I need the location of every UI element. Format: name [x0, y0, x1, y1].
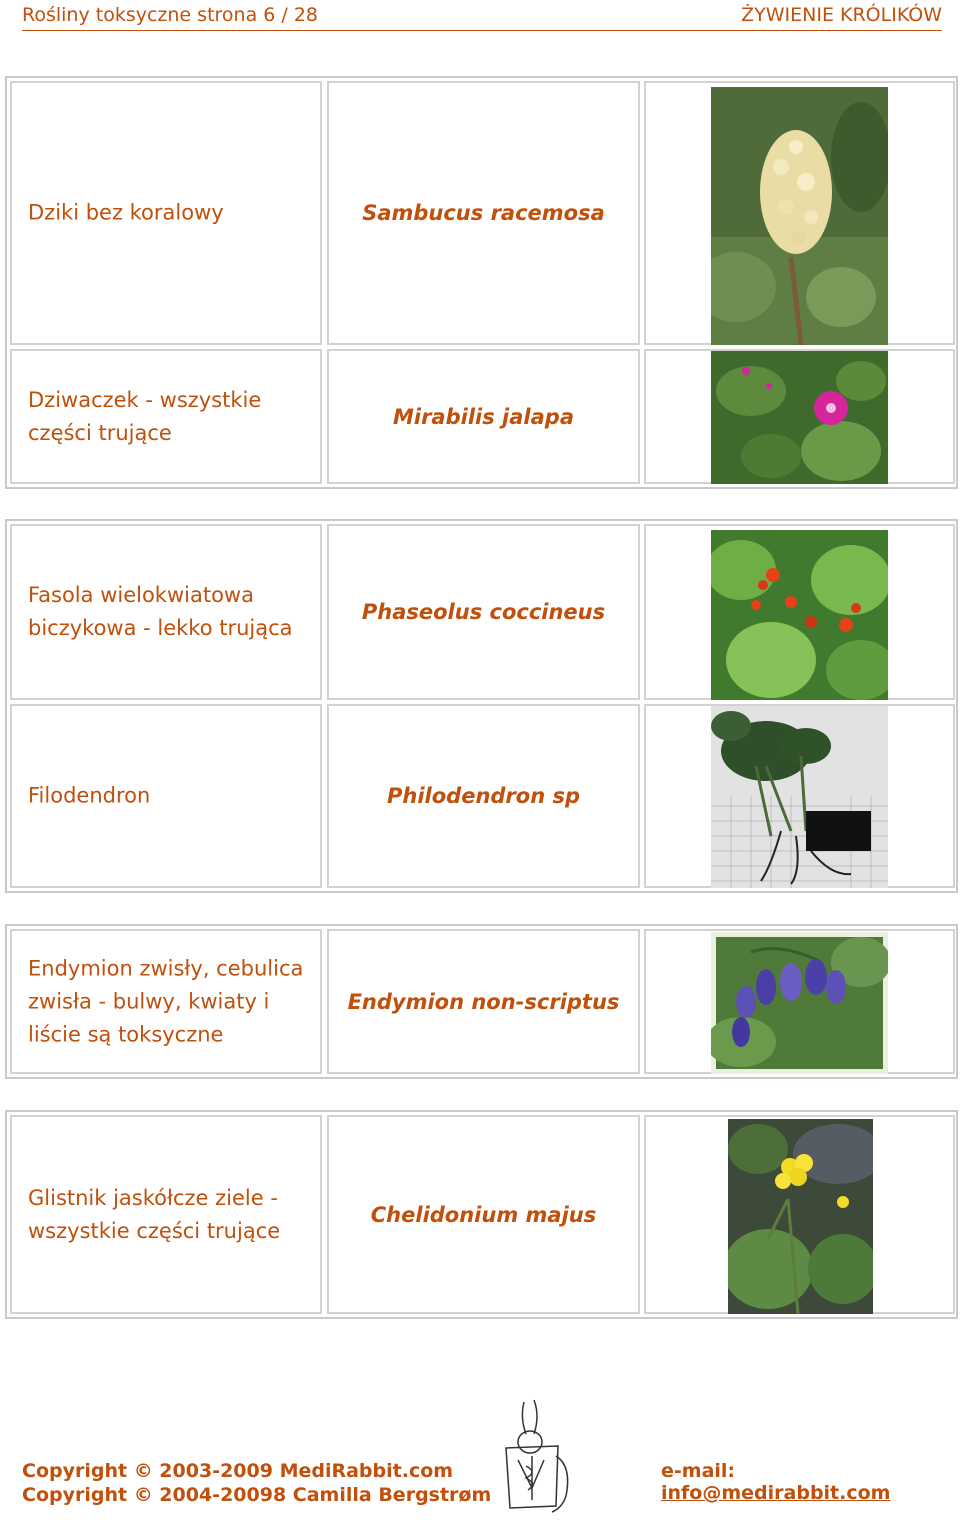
table-cell-latin: [327, 929, 640, 1074]
table-cell-common: [10, 524, 322, 700]
plant-latin-name: Endymion non-scriptus: [347, 989, 620, 1014]
plant-table-2: [5, 519, 958, 893]
plant-latin-name: Chelidonium majus: [370, 1202, 597, 1227]
plant-latin-name: Mirabilis jalapa: [392, 404, 574, 429]
plant-photo-mirabilis: [711, 351, 888, 484]
table-cell-latin: [327, 524, 640, 700]
plant-photo-phaseolus: [711, 530, 888, 700]
footer-email: [661, 1460, 960, 1504]
table-cell-common: [10, 349, 322, 484]
plant-common-name: Filodendron: [28, 783, 151, 808]
page-header: [22, 4, 942, 31]
footer-copyright-1: Copyright © 2003-2009 MediRabbit.com: [22, 1460, 454, 1482]
plant-table-3: [5, 924, 958, 1079]
table-cell-common: [10, 1115, 322, 1314]
header-title: Rośliny toksyczne strona 6 / 28: [22, 4, 319, 26]
plant-common-name: Dziwaczek - wszystkie części trujące: [28, 387, 262, 445]
table-cell-latin: [327, 704, 640, 888]
plant-latin-name: Phaseolus coccineus: [361, 600, 606, 624]
table-cell-photo: [644, 81, 955, 345]
plant-photo-endymion: [711, 932, 888, 1074]
plant-common-name: Glistnik jaskółcze ziele - wszystkie części trujące: [28, 1185, 281, 1243]
plant-common-name: Dziki bez koralowy: [28, 200, 224, 225]
table-cell-photo: [644, 704, 955, 888]
email-link[interactable]: info@medirabbit.com: [661, 1482, 891, 1504]
plant-latin-name: Philodendron sp: [387, 784, 580, 808]
plant-photo-sambucus: [711, 87, 888, 345]
plant-latin-name: Sambucus racemosa: [362, 201, 605, 225]
plant-table-4: [5, 1110, 958, 1319]
table-cell-latin: [327, 81, 640, 345]
table-cell-photo: [644, 524, 955, 700]
table-cell-photo: [644, 1115, 955, 1314]
plant-photo-chelidonium: [728, 1119, 873, 1314]
rabbit-vet-logo: [496, 1396, 576, 1518]
header-section: ŻYWIENIE KRÓLIKÓW: [741, 4, 942, 26]
table-cell-common: [10, 929, 322, 1074]
table-cell-photo: [644, 929, 955, 1074]
plant-table-1: [5, 76, 958, 489]
table-cell-latin: [327, 1115, 640, 1314]
table-cell-latin: [327, 349, 640, 484]
footer-copyright-2: Copyright © 2004-20098 Camilla Bergstrøm: [22, 1484, 492, 1506]
plant-common-name: Endymion zwisły, cebulica zwisła - bulwy, kwiaty i liście są toksyczne: [28, 956, 304, 1046]
table-cell-common: [10, 81, 322, 345]
table-cell-photo: [644, 349, 955, 484]
email-label: e-mail:: [661, 1460, 736, 1482]
plant-common-name: Fasola wielokwiatowa biczykowa - lekko trująca: [28, 583, 293, 640]
table-cell-common: [10, 704, 322, 888]
plant-photo-philodendron: [711, 706, 888, 888]
